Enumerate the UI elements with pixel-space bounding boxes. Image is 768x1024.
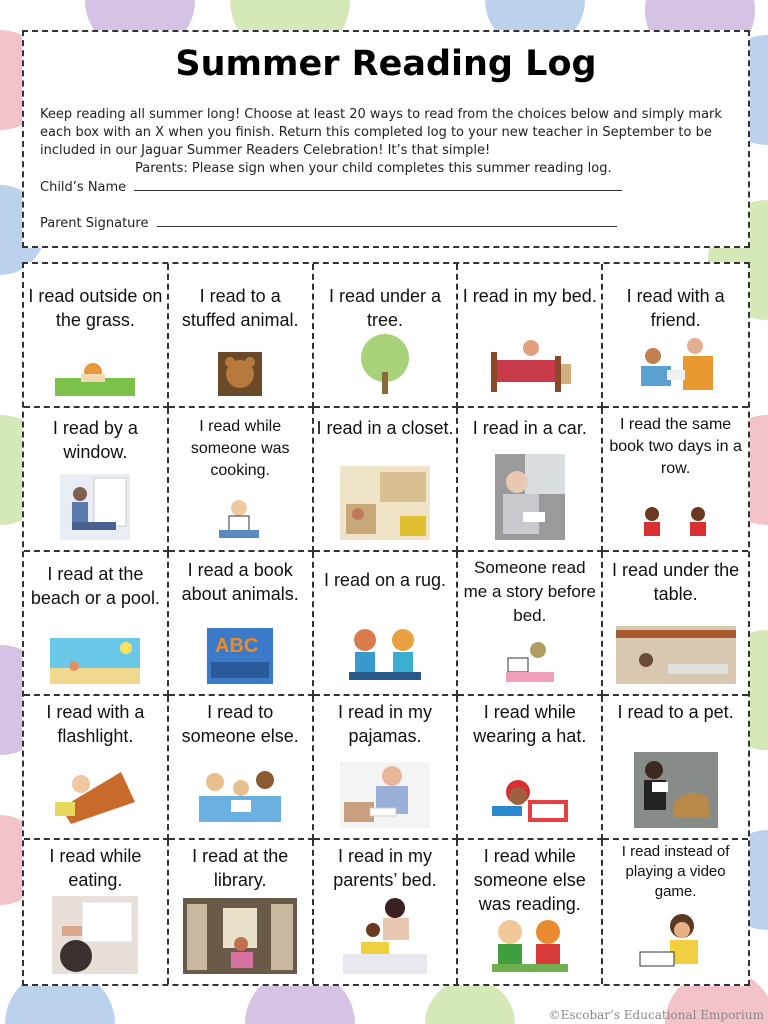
library-picture-icon: [183, 898, 297, 974]
two-readers-picture-icon: [636, 506, 716, 540]
childs-name-label: Child’s Name: [40, 180, 127, 195]
grid-cell[interactable]: [169, 552, 314, 696]
grid-cell[interactable]: [603, 408, 748, 552]
grid-cell[interactable]: [603, 840, 748, 984]
grid-cell[interactable]: [24, 408, 169, 552]
dog-picture-icon: [634, 752, 718, 828]
cell-label: I read outside on the grass.: [28, 286, 163, 330]
cell-label: I read while wearing a hat.: [473, 702, 587, 746]
cell-label: I read while eating.: [49, 846, 142, 890]
cell-label: I read in my parents’ bed.: [333, 846, 437, 890]
tree-picture-icon: [352, 332, 418, 396]
cell-label: I read the same book two days in a row.: [609, 416, 742, 477]
grass-picture-icon: [55, 358, 135, 396]
instructions-paragraph: Keep reading all summer long! Choose at least 20 ways to read from the choices below and simply mark each box with an X when you finish. Return this completed log to your new teacher in September to be included in our Jaguar Summer Readers Celebration! It’s that simple!: [40, 107, 722, 158]
childs-name-field[interactable]: [134, 178, 622, 191]
cell-label: I read with a friend.: [626, 286, 725, 330]
friends-reading-picture-icon: [633, 334, 719, 396]
grid-cell[interactable]: [314, 408, 459, 552]
grid-cell[interactable]: [458, 552, 603, 696]
cell-label: I read under a tree.: [328, 286, 442, 330]
flashlight-picture-icon: [51, 762, 139, 828]
cell-label: I read in a closet.: [316, 418, 454, 438]
kids-on-rug-picture-icon: [345, 624, 425, 684]
cell-label: I read to a stuffed animal.: [181, 286, 299, 330]
grid-cell[interactable]: [603, 264, 748, 408]
parent-signature-field[interactable]: [157, 214, 617, 227]
cell-label: I read in my pajamas.: [337, 702, 433, 746]
grid-cell[interactable]: [169, 264, 314, 408]
grid-cell[interactable]: [458, 264, 603, 408]
grid-cell[interactable]: [458, 696, 603, 840]
cell-label: I read in a car.: [472, 418, 587, 438]
window-picture-icon: [60, 474, 130, 540]
grid-cell[interactable]: [314, 696, 459, 840]
beach-picture-icon: [50, 638, 140, 684]
copyright: ©Escobar’s Educational Emporium: [548, 1008, 764, 1022]
grid-cell[interactable]: [169, 696, 314, 840]
cell-label: I read under the table.: [612, 560, 740, 604]
family-reading-picture-icon: [195, 766, 285, 828]
eating-picture-icon: [52, 896, 138, 974]
grid-cell[interactable]: [458, 840, 603, 984]
grid-cell[interactable]: [24, 840, 169, 984]
grid-cell[interactable]: [24, 264, 169, 408]
parents-note: Parents: Please sign when your child completes this summer reading log.: [135, 161, 612, 176]
cell-label: I read at the beach or a pool.: [30, 564, 160, 608]
cell-label: I read at the library.: [192, 846, 289, 890]
instructions-box: [22, 30, 750, 248]
cell-label: I read instead of playing a video game.: [621, 843, 730, 900]
cell-label: I read to a pet.: [617, 702, 734, 722]
teddy-bear-picture-icon: [218, 352, 262, 396]
page-title: Summer Reading Log: [175, 44, 597, 84]
pajamas-picture-icon: [340, 762, 430, 828]
bedtime-story-picture-icon: [502, 640, 558, 684]
closet-picture-icon: [340, 466, 430, 540]
cell-label: I read a book about animals.: [181, 560, 299, 604]
girl-reading-picture-icon: [634, 908, 718, 974]
grid-cell[interactable]: [603, 696, 748, 840]
parent-signature-label: Parent Signature: [40, 216, 149, 231]
under-table-picture-icon: [616, 626, 736, 684]
grid-cell[interactable]: [24, 552, 169, 696]
cell-label: Someone read me a story before bed.: [463, 558, 596, 625]
grid-cell[interactable]: [314, 264, 459, 408]
grid-cell[interactable]: [603, 552, 748, 696]
cell-label: I read on a rug.: [323, 570, 447, 590]
grid-cell[interactable]: [458, 408, 603, 552]
cell-label: I read by a window.: [52, 418, 138, 462]
cell-label: I read to someone else.: [181, 702, 299, 746]
grid-cell[interactable]: [314, 840, 459, 984]
cell-label: I read with a flashlight.: [46, 702, 145, 746]
grid-cell[interactable]: [169, 408, 314, 552]
grid-cell[interactable]: [169, 840, 314, 984]
svg-text:ABC: ABC: [215, 635, 259, 657]
instructions-text: [40, 106, 740, 178]
cell-label: I read in my bed.: [462, 286, 597, 306]
parents-bed-picture-icon: [343, 894, 427, 974]
cell-label: I read while someone was cooking.: [190, 418, 290, 479]
parent-signature-line[interactable]: [40, 214, 617, 231]
cell-label: I read while someone else was reading.: [473, 846, 586, 914]
grid-cell[interactable]: [314, 552, 459, 696]
two-kids-reading-picture-icon: [488, 916, 572, 974]
car-picture-icon: [495, 454, 565, 540]
bed-picture-icon: [487, 330, 573, 396]
grid-cell[interactable]: [24, 696, 169, 840]
reading-log-grid: [22, 262, 750, 986]
cook-picture-icon: [215, 496, 265, 540]
abc-animals-book-picture-icon: [207, 628, 273, 684]
hat-picture-icon: [488, 776, 572, 828]
childs-name-line[interactable]: [40, 178, 622, 195]
